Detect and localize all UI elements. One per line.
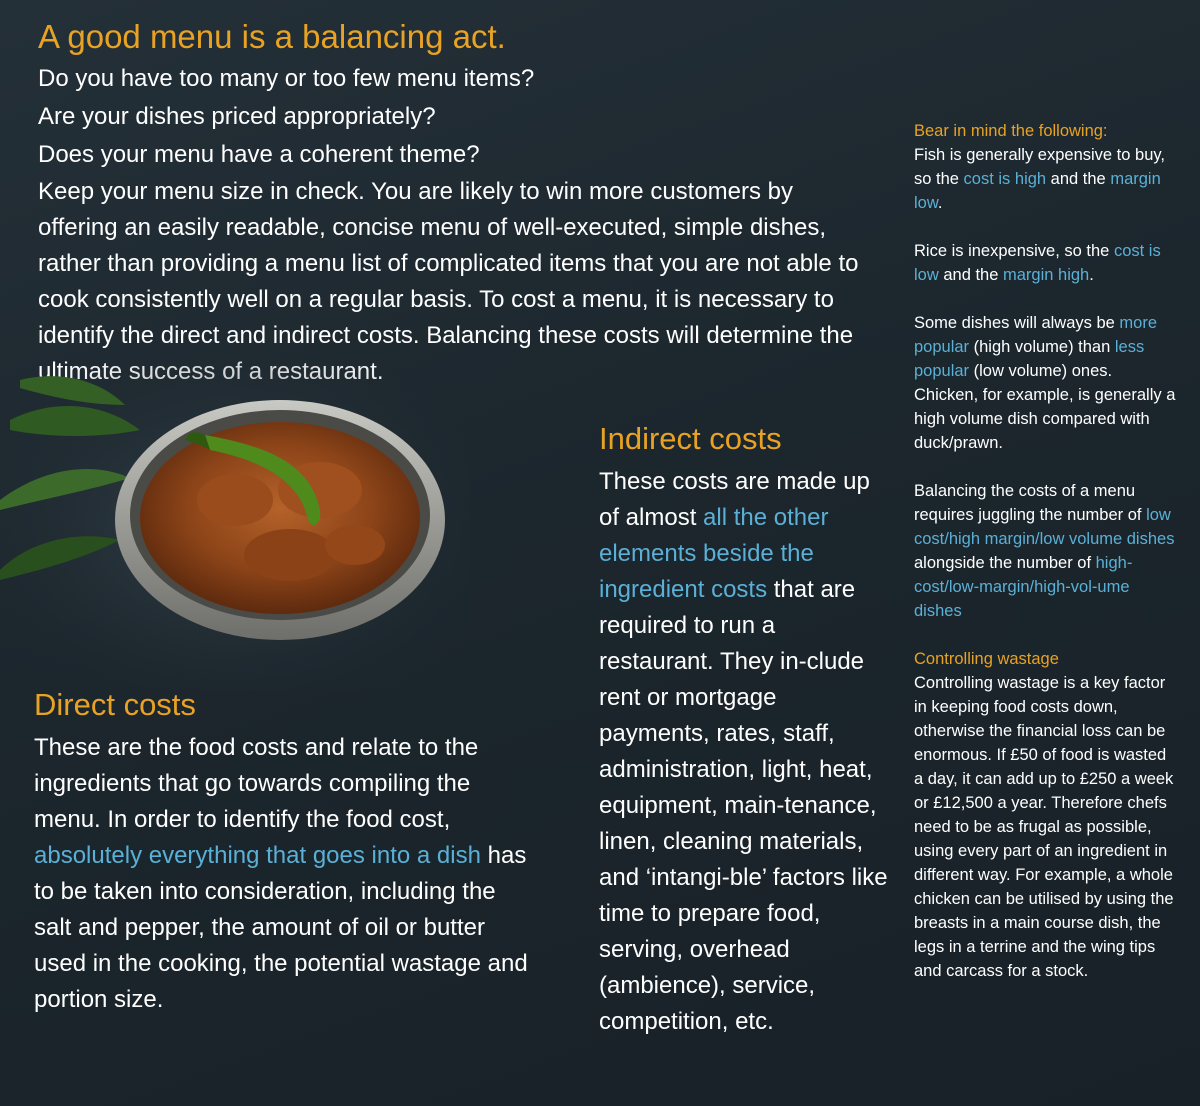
direct-costs-heading: Direct costs xyxy=(34,687,196,722)
sidebar-fish: Fish is generally expensive to buy, so the cost is high and the margin low. xyxy=(914,146,1165,212)
intro-question: Does your menu have a coherent theme? xyxy=(38,141,480,168)
curry-dish-image xyxy=(0,360,470,690)
sidebar xyxy=(914,119,1176,983)
bowl-icon xyxy=(115,400,445,640)
highlight: all the other elements beside the ingredient costs xyxy=(599,504,829,603)
intro-section xyxy=(38,18,878,390)
sidebar-rice: Rice is inexpensive, so the cost is low and the margin high. xyxy=(914,242,1161,284)
page-title: A good menu is a balancing act. xyxy=(38,18,506,55)
sidebar-balancing: Balancing the costs of a menu requires juggling the number of low cost/high margin/low volume dishes alongside the number of high-cost/low-margin/high-vol-ume dishes xyxy=(914,482,1175,620)
indirect-costs-section xyxy=(599,420,889,1040)
intro-question: Are your dishes priced appropriately? xyxy=(38,103,436,130)
intro-body: Keep your menu size in check. You are likely to win more customers by offering an easily readable, concise menu of well-executed, simple dishes, rather than providing a menu list of complicated items that you are not able to cook consistently well on a regular basis. To cost a menu, it is necessary to identify the direct and indirect costs. Balancing these costs will determine the xyxy=(38,178,859,349)
indirect-costs-text: These costs are made up of almost all the other elements beside the ingredient costs that are required to run a restaurant. They in-clude rent or mortgage payments, rates, staff, administration, light, heat, equipment, main-tenance, linen, cleaning materials, and ‘intangi-ble’ factors like time to prepare food, serving, overhead (ambience), service, competition, etc. xyxy=(599,468,888,1035)
intro-question: Do you have too many or too few menu items? xyxy=(38,65,535,92)
direct-costs-section xyxy=(34,686,534,1018)
wastage-heading: Controlling wastage xyxy=(914,650,1059,668)
direct-costs-text: These are the food costs and relate to the ingredients that go towards compiling the menu. In order to identify the food cost, absolutely everything that goes into a dish has to be taken into consideration, including the salt and pepper, the amount of oil or butter used in the cooking, the potential wastage and portion size. xyxy=(34,734,528,1013)
wastage-text: Controlling wastage is a key factor in keeping food costs down, otherwise the financial loss can be enormous. If £50 of food is wasted a day, it can add up to £250 a week or £12,500 a year. Therefore chefs need to be as frugal as possible, using every part of an ingredient in different way. For example, a whole chicken can be utilised by using the breasts in a main course dish, the legs in a terrine and the wing tips and carcass for a stock. xyxy=(914,674,1174,980)
indirect-costs-heading: Indirect costs xyxy=(599,421,782,456)
sidebar-heading: Bear in mind the following: xyxy=(914,122,1108,140)
highlight: absolutely everything that goes into a dish xyxy=(34,842,481,869)
sidebar-popular: Some dishes will always be more popular (high volume) than less popular (low volume) ones. Chicken, for example, is generally a high volume dish compared with duck/prawn. xyxy=(914,314,1176,452)
